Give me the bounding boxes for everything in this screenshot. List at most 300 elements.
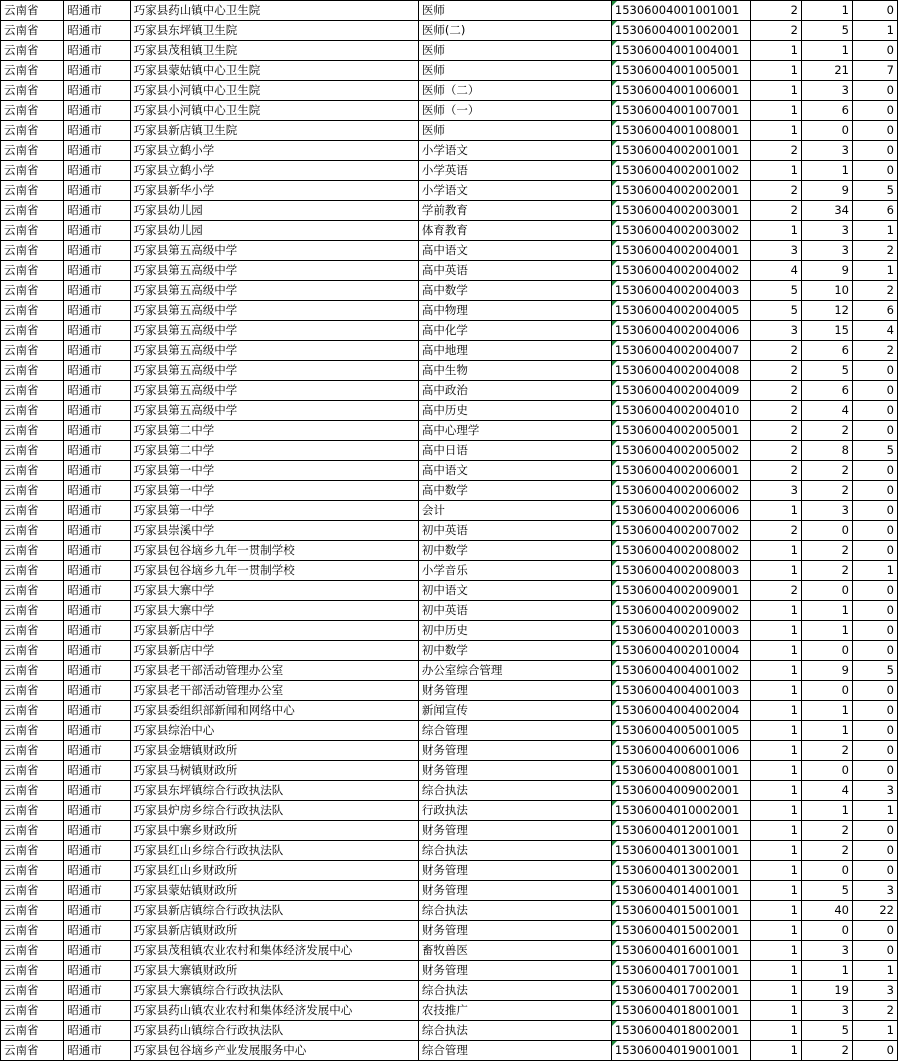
position-code-cell[interactable]: 15306004002008002 (611, 541, 750, 561)
province-cell[interactable]: 云南省 (1, 701, 64, 721)
city-cell[interactable]: 昭通市 (64, 521, 130, 541)
position-cell[interactable]: 财务管理 (418, 821, 611, 841)
position-code-cell[interactable]: 15306004013002001 (611, 861, 750, 881)
position-cell[interactable]: 高中历史 (418, 401, 611, 421)
province-cell[interactable]: 云南省 (1, 781, 64, 801)
city-cell[interactable]: 昭通市 (64, 461, 130, 481)
unit-cell[interactable]: 巧家县幼儿园 (130, 201, 418, 221)
applicants-cell[interactable]: 9 (801, 661, 852, 681)
unit-cell[interactable]: 巧家县马树镇财政所 (130, 761, 418, 781)
position-cell[interactable]: 高中英语 (418, 261, 611, 281)
position-cell[interactable]: 办公室综合管理 (418, 661, 611, 681)
unit-cell[interactable]: 巧家县东坪镇卫生院 (130, 21, 418, 41)
position-code-cell[interactable]: 15306004002007002 (611, 521, 750, 541)
unit-cell[interactable]: 巧家县炉房乡综合行政执法队 (130, 801, 418, 821)
unit-cell[interactable]: 巧家县大寨镇财政所 (130, 961, 418, 981)
province-cell[interactable]: 云南省 (1, 721, 64, 741)
position-cell[interactable]: 综合管理 (418, 721, 611, 741)
position-cell[interactable]: 综合执法 (418, 1021, 611, 1041)
city-cell[interactable]: 昭通市 (64, 361, 130, 381)
applicants-cell[interactable]: 9 (801, 261, 852, 281)
province-cell[interactable]: 云南省 (1, 161, 64, 181)
position-code-cell[interactable]: 15306004002004003 (611, 281, 750, 301)
passed-cell[interactable]: 1 (853, 221, 898, 241)
passed-cell[interactable]: 0 (853, 621, 898, 641)
quota-cell[interactable]: 2 (750, 21, 801, 41)
quota-cell[interactable]: 1 (750, 681, 801, 701)
position-code-cell[interactable]: 15306004002003001 (611, 201, 750, 221)
passed-cell[interactable]: 0 (853, 401, 898, 421)
province-cell[interactable]: 云南省 (1, 181, 64, 201)
applicants-cell[interactable]: 0 (801, 921, 852, 941)
passed-cell[interactable]: 0 (853, 141, 898, 161)
quota-cell[interactable]: 2 (750, 401, 801, 421)
province-cell[interactable]: 云南省 (1, 41, 64, 61)
province-cell[interactable]: 云南省 (1, 321, 64, 341)
position-code-cell[interactable]: 15306004015001001 (611, 901, 750, 921)
passed-cell[interactable]: 2 (853, 1001, 898, 1021)
city-cell[interactable]: 昭通市 (64, 1001, 130, 1021)
unit-cell[interactable]: 巧家县立鹤小学 (130, 141, 418, 161)
province-cell[interactable]: 云南省 (1, 361, 64, 381)
quota-cell[interactable]: 1 (750, 921, 801, 941)
province-cell[interactable]: 云南省 (1, 761, 64, 781)
position-cell[interactable]: 财务管理 (418, 861, 611, 881)
province-cell[interactable]: 云南省 (1, 101, 64, 121)
passed-cell[interactable]: 0 (853, 861, 898, 881)
quota-cell[interactable]: 1 (750, 621, 801, 641)
position-code-cell[interactable]: 15306004015002001 (611, 921, 750, 941)
passed-cell[interactable]: 1 (853, 21, 898, 41)
passed-cell[interactable]: 0 (853, 581, 898, 601)
position-cell[interactable]: 财务管理 (418, 961, 611, 981)
position-code-cell[interactable]: 15306004002010004 (611, 641, 750, 661)
applicants-cell[interactable]: 2 (801, 1041, 852, 1061)
applicants-cell[interactable]: 1 (801, 721, 852, 741)
unit-cell[interactable]: 巧家县药山镇综合行政执法队 (130, 1021, 418, 1041)
city-cell[interactable]: 昭通市 (64, 121, 130, 141)
position-code-cell[interactable]: 15306004002003002 (611, 221, 750, 241)
position-code-cell[interactable]: 15306004002004010 (611, 401, 750, 421)
quota-cell[interactable]: 1 (750, 941, 801, 961)
city-cell[interactable]: 昭通市 (64, 1041, 130, 1061)
quota-cell[interactable]: 5 (750, 301, 801, 321)
province-cell[interactable]: 云南省 (1, 621, 64, 641)
unit-cell[interactable]: 巧家县委组织部新闻和网络中心 (130, 701, 418, 721)
applicants-cell[interactable]: 21 (801, 61, 852, 81)
passed-cell[interactable]: 0 (853, 101, 898, 121)
quota-cell[interactable]: 3 (750, 481, 801, 501)
province-cell[interactable]: 云南省 (1, 121, 64, 141)
unit-cell[interactable]: 巧家县第五高级中学 (130, 401, 418, 421)
position-code-cell[interactable]: 15306004002004005 (611, 301, 750, 321)
city-cell[interactable]: 昭通市 (64, 801, 130, 821)
city-cell[interactable]: 昭通市 (64, 901, 130, 921)
province-cell[interactable]: 云南省 (1, 281, 64, 301)
city-cell[interactable]: 昭通市 (64, 701, 130, 721)
province-cell[interactable]: 云南省 (1, 581, 64, 601)
passed-cell[interactable]: 0 (853, 701, 898, 721)
province-cell[interactable]: 云南省 (1, 881, 64, 901)
quota-cell[interactable]: 5 (750, 281, 801, 301)
unit-cell[interactable]: 巧家县综治中心 (130, 721, 418, 741)
passed-cell[interactable]: 0 (853, 41, 898, 61)
applicants-cell[interactable]: 19 (801, 981, 852, 1001)
position-code-cell[interactable]: 15306004001002001 (611, 21, 750, 41)
position-cell[interactable]: 学前教育 (418, 201, 611, 221)
position-code-cell[interactable]: 15306004001006001 (611, 81, 750, 101)
province-cell[interactable]: 云南省 (1, 201, 64, 221)
unit-cell[interactable]: 巧家县包谷垴乡产业发展服务中心 (130, 1041, 418, 1061)
position-cell[interactable]: 医师（一） (418, 101, 611, 121)
passed-cell[interactable]: 6 (853, 301, 898, 321)
applicants-cell[interactable]: 6 (801, 101, 852, 121)
passed-cell[interactable]: 0 (853, 921, 898, 941)
applicants-cell[interactable]: 1 (801, 601, 852, 621)
applicants-cell[interactable]: 0 (801, 121, 852, 141)
city-cell[interactable]: 昭通市 (64, 61, 130, 81)
passed-cell[interactable]: 6 (853, 201, 898, 221)
position-cell[interactable]: 财务管理 (418, 681, 611, 701)
city-cell[interactable]: 昭通市 (64, 501, 130, 521)
passed-cell[interactable]: 3 (853, 781, 898, 801)
unit-cell[interactable]: 巧家县新华小学 (130, 181, 418, 201)
unit-cell[interactable]: 巧家县第五高级中学 (130, 381, 418, 401)
unit-cell[interactable]: 巧家县老干部活动管理办公室 (130, 661, 418, 681)
province-cell[interactable]: 云南省 (1, 821, 64, 841)
applicants-cell[interactable]: 12 (801, 301, 852, 321)
passed-cell[interactable]: 0 (853, 381, 898, 401)
province-cell[interactable]: 云南省 (1, 461, 64, 481)
applicants-cell[interactable]: 5 (801, 1021, 852, 1041)
unit-cell[interactable]: 巧家县第二中学 (130, 441, 418, 461)
unit-cell[interactable]: 巧家县第一中学 (130, 481, 418, 501)
province-cell[interactable]: 云南省 (1, 681, 64, 701)
applicants-cell[interactable]: 2 (801, 461, 852, 481)
passed-cell[interactable]: 0 (853, 541, 898, 561)
position-cell[interactable]: 初中历史 (418, 621, 611, 641)
province-cell[interactable]: 云南省 (1, 441, 64, 461)
quota-cell[interactable]: 1 (750, 221, 801, 241)
position-code-cell[interactable]: 15306004002005002 (611, 441, 750, 461)
unit-cell[interactable]: 巧家县新店镇卫生院 (130, 121, 418, 141)
position-cell[interactable]: 农技推广 (418, 1001, 611, 1021)
city-cell[interactable]: 昭通市 (64, 741, 130, 761)
passed-cell[interactable]: 2 (853, 281, 898, 301)
city-cell[interactable]: 昭通市 (64, 601, 130, 621)
unit-cell[interactable]: 巧家县立鹤小学 (130, 161, 418, 181)
position-code-cell[interactable]: 15306004001001001 (611, 1, 750, 21)
city-cell[interactable]: 昭通市 (64, 341, 130, 361)
quota-cell[interactable]: 2 (750, 141, 801, 161)
unit-cell[interactable]: 巧家县大寨中学 (130, 601, 418, 621)
passed-cell[interactable]: 0 (853, 461, 898, 481)
position-cell[interactable]: 高中语文 (418, 241, 611, 261)
applicants-cell[interactable]: 5 (801, 361, 852, 381)
city-cell[interactable]: 昭通市 (64, 981, 130, 1001)
province-cell[interactable]: 云南省 (1, 1001, 64, 1021)
unit-cell[interactable]: 巧家县新店镇财政所 (130, 921, 418, 941)
province-cell[interactable]: 云南省 (1, 841, 64, 861)
position-code-cell[interactable]: 15306004002002001 (611, 181, 750, 201)
position-cell[interactable]: 体育教育 (418, 221, 611, 241)
position-code-cell[interactable]: 15306004001005001 (611, 61, 750, 81)
passed-cell[interactable]: 0 (853, 941, 898, 961)
unit-cell[interactable]: 巧家县茂租镇农业农村和集体经济发展中心 (130, 941, 418, 961)
city-cell[interactable]: 昭通市 (64, 781, 130, 801)
city-cell[interactable]: 昭通市 (64, 401, 130, 421)
province-cell[interactable]: 云南省 (1, 941, 64, 961)
province-cell[interactable]: 云南省 (1, 381, 64, 401)
province-cell[interactable]: 云南省 (1, 561, 64, 581)
applicants-cell[interactable]: 2 (801, 741, 852, 761)
city-cell[interactable]: 昭通市 (64, 561, 130, 581)
position-code-cell[interactable]: 15306004008001001 (611, 761, 750, 781)
applicants-cell[interactable]: 6 (801, 341, 852, 361)
quota-cell[interactable]: 1 (750, 41, 801, 61)
quota-cell[interactable]: 1 (750, 821, 801, 841)
applicants-cell[interactable]: 3 (801, 1001, 852, 1021)
position-cell[interactable]: 综合管理 (418, 1041, 611, 1061)
city-cell[interactable]: 昭通市 (64, 81, 130, 101)
city-cell[interactable]: 昭通市 (64, 381, 130, 401)
city-cell[interactable]: 昭通市 (64, 661, 130, 681)
unit-cell[interactable]: 巧家县药山镇中心卫生院 (130, 1, 418, 21)
position-code-cell[interactable]: 15306004002001001 (611, 141, 750, 161)
quota-cell[interactable]: 1 (750, 81, 801, 101)
position-code-cell[interactable]: 15306004017001001 (611, 961, 750, 981)
unit-cell[interactable]: 巧家县中寨乡财政所 (130, 821, 418, 841)
applicants-cell[interactable]: 15 (801, 321, 852, 341)
position-cell[interactable]: 高中地理 (418, 341, 611, 361)
province-cell[interactable]: 云南省 (1, 481, 64, 501)
passed-cell[interactable]: 0 (853, 601, 898, 621)
unit-cell[interactable]: 巧家县第五高级中学 (130, 361, 418, 381)
province-cell[interactable]: 云南省 (1, 401, 64, 421)
city-cell[interactable]: 昭通市 (64, 541, 130, 561)
quota-cell[interactable]: 1 (750, 161, 801, 181)
position-code-cell[interactable]: 15306004002004001 (611, 241, 750, 261)
quota-cell[interactable]: 1 (750, 121, 801, 141)
position-code-cell[interactable]: 15306004012001001 (611, 821, 750, 841)
position-code-cell[interactable]: 15306004017002001 (611, 981, 750, 1001)
position-cell[interactable]: 初中英语 (418, 521, 611, 541)
position-code-cell[interactable]: 15306004002001002 (611, 161, 750, 181)
position-cell[interactable]: 医师 (418, 41, 611, 61)
city-cell[interactable]: 昭通市 (64, 301, 130, 321)
passed-cell[interactable]: 0 (853, 81, 898, 101)
province-cell[interactable]: 云南省 (1, 961, 64, 981)
quota-cell[interactable]: 1 (750, 701, 801, 721)
position-code-cell[interactable]: 15306004016001001 (611, 941, 750, 961)
unit-cell[interactable]: 巧家县崇溪中学 (130, 521, 418, 541)
position-code-cell[interactable]: 15306004010002001 (611, 801, 750, 821)
position-code-cell[interactable]: 15306004006001006 (611, 741, 750, 761)
position-code-cell[interactable]: 15306004001004001 (611, 41, 750, 61)
city-cell[interactable]: 昭通市 (64, 141, 130, 161)
city-cell[interactable]: 昭通市 (64, 101, 130, 121)
province-cell[interactable]: 云南省 (1, 921, 64, 941)
city-cell[interactable]: 昭通市 (64, 941, 130, 961)
position-cell[interactable]: 财务管理 (418, 881, 611, 901)
position-code-cell[interactable]: 15306004002010003 (611, 621, 750, 641)
unit-cell[interactable]: 巧家县第五高级中学 (130, 341, 418, 361)
city-cell[interactable]: 昭通市 (64, 441, 130, 461)
province-cell[interactable]: 云南省 (1, 541, 64, 561)
unit-cell[interactable]: 巧家县蒙姑镇中心卫生院 (130, 61, 418, 81)
position-cell[interactable]: 新闻宣传 (418, 701, 611, 721)
passed-cell[interactable]: 0 (853, 501, 898, 521)
city-cell[interactable]: 昭通市 (64, 921, 130, 941)
applicants-cell[interactable]: 5 (801, 21, 852, 41)
province-cell[interactable]: 云南省 (1, 861, 64, 881)
position-code-cell[interactable]: 15306004002004006 (611, 321, 750, 341)
quota-cell[interactable]: 1 (750, 981, 801, 1001)
applicants-cell[interactable]: 6 (801, 381, 852, 401)
city-cell[interactable]: 昭通市 (64, 641, 130, 661)
quota-cell[interactable]: 2 (750, 581, 801, 601)
city-cell[interactable]: 昭通市 (64, 581, 130, 601)
position-cell[interactable]: 综合执法 (418, 781, 611, 801)
city-cell[interactable]: 昭通市 (64, 241, 130, 261)
position-cell[interactable]: 财务管理 (418, 761, 611, 781)
unit-cell[interactable]: 巧家县蒙姑镇财政所 (130, 881, 418, 901)
province-cell[interactable]: 云南省 (1, 641, 64, 661)
applicants-cell[interactable]: 1 (801, 1, 852, 21)
unit-cell[interactable]: 巧家县幼儿园 (130, 221, 418, 241)
position-cell[interactable]: 综合执法 (418, 841, 611, 861)
position-cell[interactable]: 初中语文 (418, 581, 611, 601)
city-cell[interactable]: 昭通市 (64, 621, 130, 641)
passed-cell[interactable]: 0 (853, 761, 898, 781)
unit-cell[interactable]: 巧家县新店中学 (130, 641, 418, 661)
province-cell[interactable]: 云南省 (1, 241, 64, 261)
position-code-cell[interactable]: 15306004004001003 (611, 681, 750, 701)
position-code-cell[interactable]: 15306004002006002 (611, 481, 750, 501)
province-cell[interactable]: 云南省 (1, 301, 64, 321)
applicants-cell[interactable]: 1 (801, 41, 852, 61)
applicants-cell[interactable]: 2 (801, 421, 852, 441)
passed-cell[interactable]: 5 (853, 661, 898, 681)
province-cell[interactable]: 云南省 (1, 741, 64, 761)
quota-cell[interactable]: 1 (750, 501, 801, 521)
unit-cell[interactable]: 巧家县第五高级中学 (130, 261, 418, 281)
quota-cell[interactable]: 2 (750, 421, 801, 441)
applicants-cell[interactable]: 3 (801, 81, 852, 101)
passed-cell[interactable]: 4 (853, 321, 898, 341)
passed-cell[interactable]: 0 (853, 161, 898, 181)
position-cell[interactable]: 高中生物 (418, 361, 611, 381)
quota-cell[interactable]: 2 (750, 1, 801, 21)
passed-cell[interactable]: 2 (853, 341, 898, 361)
city-cell[interactable]: 昭通市 (64, 481, 130, 501)
unit-cell[interactable]: 巧家县第五高级中学 (130, 281, 418, 301)
position-cell[interactable]: 高中语文 (418, 461, 611, 481)
position-cell[interactable]: 高中心理学 (418, 421, 611, 441)
passed-cell[interactable]: 0 (853, 521, 898, 541)
quota-cell[interactable]: 1 (750, 1001, 801, 1021)
position-code-cell[interactable]: 15306004019001001 (611, 1041, 750, 1061)
quota-cell[interactable]: 1 (750, 601, 801, 621)
position-code-cell[interactable]: 15306004002009001 (611, 581, 750, 601)
unit-cell[interactable]: 巧家县茂租镇卫生院 (130, 41, 418, 61)
applicants-cell[interactable]: 40 (801, 901, 852, 921)
city-cell[interactable]: 昭通市 (64, 21, 130, 41)
position-cell[interactable]: 综合执法 (418, 981, 611, 1001)
applicants-cell[interactable]: 9 (801, 181, 852, 201)
quota-cell[interactable]: 1 (750, 901, 801, 921)
quota-cell[interactable]: 1 (750, 561, 801, 581)
unit-cell[interactable]: 巧家县东坪镇综合行政执法队 (130, 781, 418, 801)
position-code-cell[interactable]: 15306004002004007 (611, 341, 750, 361)
unit-cell[interactable]: 巧家县包谷垴乡九年一贯制学校 (130, 541, 418, 561)
city-cell[interactable]: 昭通市 (64, 841, 130, 861)
applicants-cell[interactable]: 3 (801, 141, 852, 161)
position-cell[interactable]: 高中政治 (418, 381, 611, 401)
passed-cell[interactable]: 5 (853, 181, 898, 201)
applicants-cell[interactable]: 1 (801, 701, 852, 721)
position-code-cell[interactable]: 15306004002008003 (611, 561, 750, 581)
unit-cell[interactable]: 巧家县红山乡财政所 (130, 861, 418, 881)
applicants-cell[interactable]: 10 (801, 281, 852, 301)
position-cell[interactable]: 医师 (418, 1, 611, 21)
quota-cell[interactable]: 2 (750, 201, 801, 221)
position-cell[interactable]: 初中数学 (418, 641, 611, 661)
applicants-cell[interactable]: 8 (801, 441, 852, 461)
applicants-cell[interactable]: 1 (801, 961, 852, 981)
province-cell[interactable]: 云南省 (1, 1021, 64, 1041)
passed-cell[interactable]: 22 (853, 901, 898, 921)
unit-cell[interactable]: 巧家县大寨中学 (130, 581, 418, 601)
unit-cell[interactable]: 巧家县第五高级中学 (130, 241, 418, 261)
city-cell[interactable]: 昭通市 (64, 881, 130, 901)
quota-cell[interactable]: 3 (750, 241, 801, 261)
unit-cell[interactable]: 巧家县药山镇农业农村和集体经济发展中心 (130, 1001, 418, 1021)
position-code-cell[interactable]: 15306004002006006 (611, 501, 750, 521)
position-code-cell[interactable]: 15306004002006001 (611, 461, 750, 481)
position-cell[interactable]: 高中数学 (418, 481, 611, 501)
city-cell[interactable]: 昭通市 (64, 961, 130, 981)
applicants-cell[interactable]: 2 (801, 821, 852, 841)
position-code-cell[interactable]: 15306004014001001 (611, 881, 750, 901)
province-cell[interactable]: 云南省 (1, 801, 64, 821)
applicants-cell[interactable]: 0 (801, 861, 852, 881)
quota-cell[interactable]: 1 (750, 721, 801, 741)
applicants-cell[interactable]: 0 (801, 521, 852, 541)
position-code-cell[interactable]: 15306004013001001 (611, 841, 750, 861)
position-code-cell[interactable]: 15306004004001002 (611, 661, 750, 681)
passed-cell[interactable]: 1 (853, 1021, 898, 1041)
passed-cell[interactable]: 0 (853, 361, 898, 381)
applicants-cell[interactable]: 2 (801, 841, 852, 861)
applicants-cell[interactable]: 0 (801, 681, 852, 701)
unit-cell[interactable]: 巧家县小河镇中心卫生院 (130, 101, 418, 121)
quota-cell[interactable]: 2 (750, 521, 801, 541)
passed-cell[interactable]: 0 (853, 421, 898, 441)
quota-cell[interactable]: 2 (750, 461, 801, 481)
position-cell[interactable]: 高中化学 (418, 321, 611, 341)
unit-cell[interactable]: 巧家县小河镇中心卫生院 (130, 81, 418, 101)
position-code-cell[interactable]: 15306004009002001 (611, 781, 750, 801)
position-code-cell[interactable]: 15306004002005001 (611, 421, 750, 441)
passed-cell[interactable]: 3 (853, 881, 898, 901)
city-cell[interactable]: 昭通市 (64, 201, 130, 221)
quota-cell[interactable]: 4 (750, 261, 801, 281)
position-cell[interactable]: 高中日语 (418, 441, 611, 461)
applicants-cell[interactable]: 1 (801, 621, 852, 641)
unit-cell[interactable]: 巧家县金塘镇财政所 (130, 741, 418, 761)
passed-cell[interactable]: 0 (853, 121, 898, 141)
